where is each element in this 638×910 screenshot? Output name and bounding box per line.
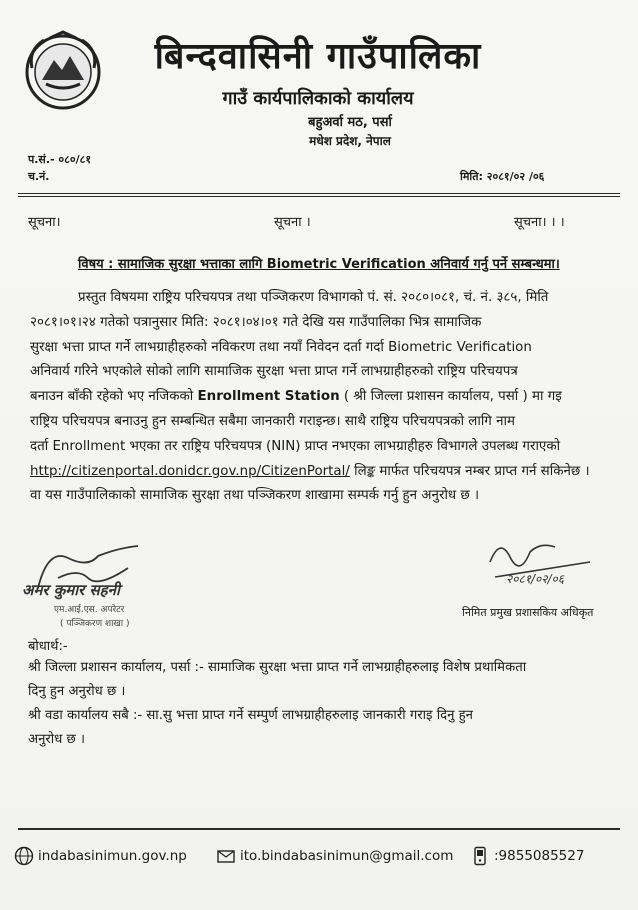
footer-email <box>216 846 453 866</box>
signatory-left-name: अमर कुमार सहनी <box>22 581 120 599</box>
signatory-right-role: निमित प्रमुख प्रशासकिय अधिकृत <box>462 606 594 619</box>
signatory-left-department: ( पञ्जिकरण शाखा ) <box>60 619 130 629</box>
footer-divider <box>18 828 620 830</box>
footer-website <box>14 846 187 866</box>
body-paragraph <box>30 286 608 509</box>
phone-text[interactable]: :9855085527 <box>494 848 585 864</box>
cc-line: श्री जिल्ला प्रशासन कार्यालय, पर्सा :- सामाजिक सुरक्षा भत्ता प्राप्त गर्ने लाभग्राहीहरुलाइ विशेष प्रथामिकता <box>28 660 527 675</box>
body-line: प्रस्तुत विषयमा राष्ट्रिय परिचयपत्र तथा पञ्जिकरण विभागको पं. सं. २०८०।०८१, चं. नं. ३८५, मिति <box>78 290 549 305</box>
office-name: गाउँ कार्यपालिकाको कार्यालय <box>222 88 414 109</box>
cc-block <box>28 656 618 752</box>
body-line: दर्ता Enrollment भएका तर राष्ट्रिय परिचयपत्र (NIN) प्राप्त नभएका लाभग्राहीहरु विभागले उपलब्ध गराएको <box>30 438 561 454</box>
body-line: अनिवार्य गरिने भएकोले सोको लागि सामाजिक सुरक्षा भत्ता प्राप्त गर्ने लाभग्राहीहरुको राष्ट्रिय परिचयपत्र <box>30 364 518 380</box>
enrollment-station-text: Enrollment Station <box>197 389 340 405</box>
body-line: सुरक्षा भत्ता प्राप्त गर्ने लाभग्राहीहरुको नविकरण तथा नयाँ निवेदन दर्ता गर्दा Biometric Verification <box>30 339 532 355</box>
notice-label-right: सूचना। । । <box>514 215 565 230</box>
body-line <box>30 460 608 485</box>
phone-icon <box>470 846 490 866</box>
website-text[interactable]: indabasinimun.gov.np <box>38 848 187 864</box>
dispatch-number: च.नं. <box>28 170 50 183</box>
letter-date: मिति: २०८१/०२ /०६ <box>460 170 545 183</box>
address-line-2: मधेश प्रदेश, नेपाल <box>309 134 391 148</box>
body-line: राष्ट्रिय परिचयपत्र बनाउनु हुन सम्बन्धित सबैमा जानकारी गराइन्छ। साथै राष्ट्रिय परिचयपत्रको लागि नाम <box>30 413 516 429</box>
notice-label-left: सूचना। <box>28 215 61 230</box>
organization-name: बिन्दवासिनी गाउँपालिका <box>154 36 482 77</box>
body-line <box>30 385 608 410</box>
body-line-text: लिङ्क मार्फत परिचयपत्र नम्बर प्राप्त गर्न सकिनेछ । <box>354 463 590 479</box>
enrollment-office-text: ( श्री जिल्ला प्रशासन कार्यालय, पर्सा ) मा गइ <box>343 389 562 405</box>
body-line-text: बनाउन बाँकी रहेको भए नजिकको <box>30 389 194 405</box>
cc-line: अनुरोध छ । <box>28 732 85 747</box>
cc-line: दिनु हुन अनुरोध छ । <box>28 684 126 699</box>
header-divider <box>18 193 620 194</box>
cc-heading: बोधार्थ:- <box>28 639 68 654</box>
address-line-1: बहुअर्वा मठ, पर्सा <box>308 115 392 130</box>
body-line: २०८१।०१।२४ गतेको पत्रानुसार मिति: २०८१।०४।०१ गते देखि यस गाउँपालिका भित्र सामाजिक <box>30 314 482 330</box>
reference-number: प.सं.- ०८०/८१ <box>28 153 92 166</box>
body-line: वा यस गाउँपालिकाको सामाजिक सुरक्षा तथा पञ्जिकरण शाखामा सम्पर्क गर्नु हुन अनुरोध छ । <box>30 488 480 504</box>
email-text[interactable]: ito.bindabasinimun@gmail.com <box>240 848 454 864</box>
footer-phone <box>470 846 584 866</box>
header-divider-2 <box>18 196 620 197</box>
nepal-emblem-icon <box>22 30 104 112</box>
globe-icon <box>14 846 34 866</box>
notice-label-center: सूचना । <box>274 215 311 230</box>
signatory-left-role: एम.आई.एस. अपरेटर <box>54 605 125 615</box>
cc-line: श्री वडा कार्यालय सबै :- सा.सु भत्ता प्राप्त गर्ने सम्पुर्ण लाभग्राहीहरुलाइ जानकारी गराइ दिनु हुन <box>28 708 473 723</box>
subject-line: विषय : सामाजिक सुरक्षा भत्ताका लागि Biometric Verification अनिवार्य गर्नु पर्ने सम्बन्धमा। <box>78 257 560 272</box>
email-icon <box>216 846 236 866</box>
citizen-portal-link[interactable]: http://citizenportal.donidcr.gov.np/CitizenPortal/ <box>30 463 350 479</box>
signatory-right-date: २०८१/०२/०६ <box>506 572 565 586</box>
